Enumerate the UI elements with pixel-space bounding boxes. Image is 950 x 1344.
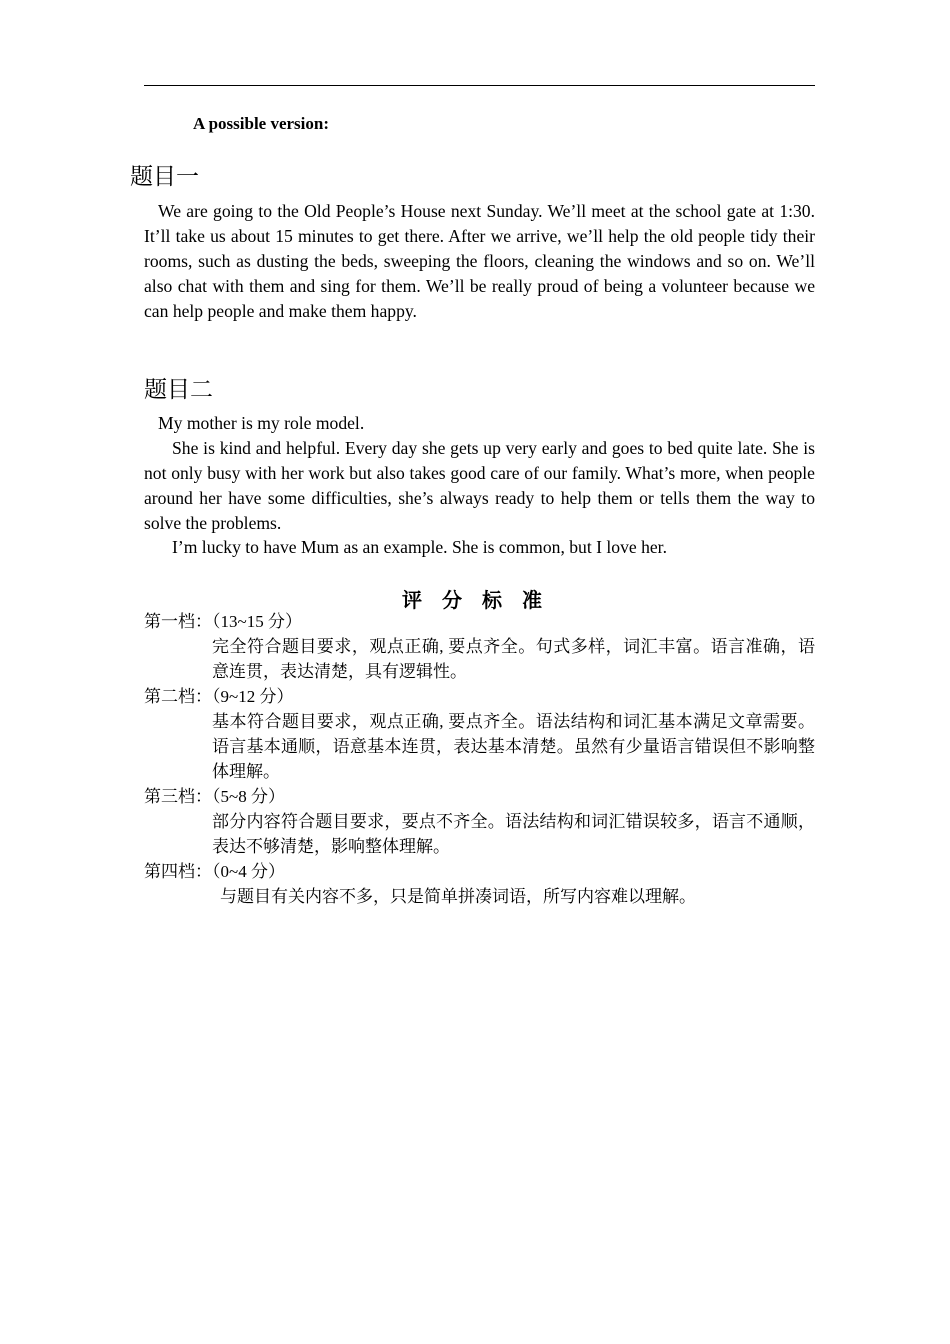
rubric-band-1-description: 完全符合题目要求，观点正确, 要点齐全。句式多样，词汇丰富。语言准确，语意连贯，表达清楚，具有逻辑性。 [212,637,815,681]
rubric-band-1-label: 第一档：（13~15 分） [144,612,302,631]
rubric-band-2-label: 第二档：（9~12 分） [144,687,294,706]
topic2-paragraph-3: I’m lucky to have Mum as an example. She is common, but I love her. [172,537,667,557]
topic1-paragraph: We are going to the Old People’s House next Sunday. We’ll meet at the school gate at 1:30. It’ll take us about 15 minutes to get there. After we arrive, we’ll help the old people tidy their rooms, such as dusting the beds, sweeping the floors, cleaning the windows and so on. We’ll also chat with them and sing for them. We’ll be really proud of being a volunteer because we can help people and make them happy. [144,201,815,321]
rubric-band-3-description: 部分内容符合题目要求，要点不齐全。语法结构和词汇错误较多，语言不通顺，表达不够清楚，影响整体理解。 [212,812,815,856]
topic2-paragraph-1: My mother is my role model. [158,413,365,433]
rubric-band-3-label: 第三档：（5~8 分） [144,787,285,806]
version-label: A possible version: [193,114,330,133]
rubric-band-4-description: 与题目有关内容不多，只是简单拼凑词语，所写内容难以理解。 [220,887,696,906]
top-divider [144,85,815,86]
rubric-band-2-description: 基本符合题目要求，观点正确, 要点齐全。语法结构和词汇基本满足文章需要。语言基本通顺，语意基本连贯，表达基本清楚。虽然有少量语言错误但不影响整体理解。 [212,712,815,781]
topic1-heading: 题目一 [130,164,199,190]
rubric-title: 评分标准 [402,588,562,612]
topic2-paragraph-2: She is kind and helpful. Every day she gets up very early and goes to bed quite late. She is not only busy with her work but also takes good care of our family. What’s more, when people around her have some difficulties, she’s always ready to help them or tells them the way to solve the problems. [144,438,815,533]
rubric-band-4-label: 第四档：（0~4 分） [144,862,285,881]
topic2-heading: 题目二 [144,377,213,403]
